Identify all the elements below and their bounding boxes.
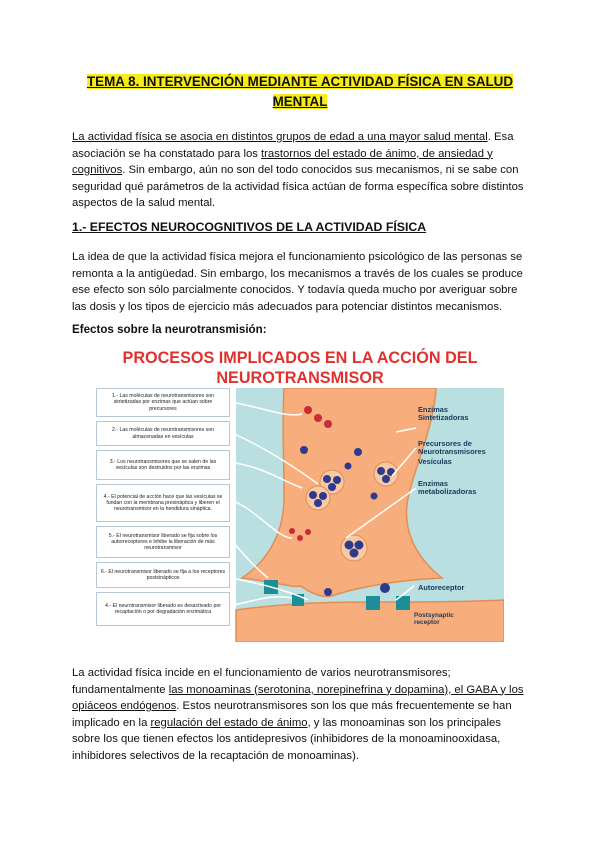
title-line-2: MENTAL bbox=[272, 94, 328, 109]
figure-title-line-1: PROCESOS IMPLICADOS EN LA ACCIÓN DEL bbox=[122, 349, 478, 367]
closing-underlined-2: regulación del estado de ánimo bbox=[150, 716, 308, 729]
label-enzimas-sintetizadoras: Enzimas Sintetizadoras bbox=[418, 405, 469, 423]
process-step: 6.- El neurotransmisor liberado se fija a los receptores postsinápticos bbox=[96, 562, 230, 588]
neurotransmitter-figure bbox=[96, 388, 504, 642]
intro-underlined-1: La actividad física se asocia en distintos grupos de edad a una mayor salud mental bbox=[72, 131, 488, 143]
intro-text-2: . Esa asociación se ha constatado para los bbox=[72, 131, 514, 160]
intro-text-3: . Sin embargo, aún no son del todo conocidos sus mecanismos, ni se sabe con seguridad qué parámetros de la actividad física actúan de forma específica sobre distintos aspectos de la salud mental. bbox=[72, 164, 524, 209]
label-postsynaptic-receptor: Postsynaptic receptor bbox=[414, 612, 454, 627]
process-step: 1.- Las moléculas de neurotransmisores son sintetizadas por enzimas que actúan sobre precursores bbox=[96, 388, 230, 417]
label-vesiculas: Vesículas bbox=[418, 457, 452, 466]
process-step: 3.- Los neurotransmisores que se salen de las vesículas son destruidos por las enzimas bbox=[96, 450, 230, 480]
label-precursores: Precursores de Neurotransmisores bbox=[418, 439, 486, 457]
section-heading: 1.- EFECTOS NEUROCOGNITIVOS DE LA ACTIVIDAD FÍSICA bbox=[72, 220, 427, 234]
process-step: 4.- El neurotransmisor liberado es desactivado por recaptación o por degradación enzimática bbox=[96, 592, 230, 626]
figure-title-line-2: NEUROTRANSMISOR bbox=[216, 369, 384, 387]
closing-paragraph bbox=[72, 665, 532, 764]
section-paragraph: La idea de que la actividad física mejora el funcionamiento psicológico de las personas se remonta a la antigüedad. Sin embargo, los mecanismos a través de los cuales se produce ese efecto son sólo parcialmente conocidos. Y todavía queda mucho por averiguar sobre las dosis y los tipos de ejercicio más adecuados para potenciar distintos mecanismos. bbox=[72, 251, 523, 313]
process-step: 5.- El neurotransmisor liberado se fija sobre los autorreceptores e inhibe la liberación de más neurotransmisor bbox=[96, 526, 230, 558]
intro-paragraph bbox=[72, 129, 532, 212]
process-step: 4.- El potencial de acción hace que las vesículas se fundan con la membrana presináptica y liberen el neurotransmisor en la hendidura sináptica. bbox=[96, 484, 230, 522]
label-autoreceptor: Autoreceptor bbox=[418, 583, 465, 592]
title-line-1: TEMA 8. INTERVENCIÓN MEDIANTE ACTIVIDAD FÍSICA EN SALUD bbox=[86, 74, 514, 89]
document-title bbox=[60, 72, 540, 112]
closing-text-1: La actividad física incide en el funcionamiento de varios neurotransmisores; fundamentalmente bbox=[72, 667, 451, 696]
process-step: 2.- Las moléculas de neurotransmisores son almacenadas en vesículas bbox=[96, 421, 230, 446]
label-enzimas-metabolizadoras: Enzimas metabolizadoras bbox=[418, 479, 477, 497]
closing-underlined-1: las monoaminas (serotonina, norepinefrina y dopamina), el GABA y los opiáceos endógenos bbox=[72, 683, 524, 712]
closing-text-3: , y las monoaminas son los principales sobre los que tienen efectos los antidepresivos (inhibidores de la monoaminooxidasa, inhibidores selectivos de la recaptación de monoaminas). bbox=[72, 716, 501, 762]
subsection-heading: Efectos sobre la neurotransmisión: bbox=[72, 323, 267, 336]
intro-underlined-2: trastornos del estado de ánimo, de ansiedad y cognitivos bbox=[72, 147, 493, 176]
closing-text-2: . Estos neurotransmisores son los que más frecuentemente se han implicado en la bbox=[72, 700, 512, 729]
figure-title bbox=[100, 348, 500, 388]
